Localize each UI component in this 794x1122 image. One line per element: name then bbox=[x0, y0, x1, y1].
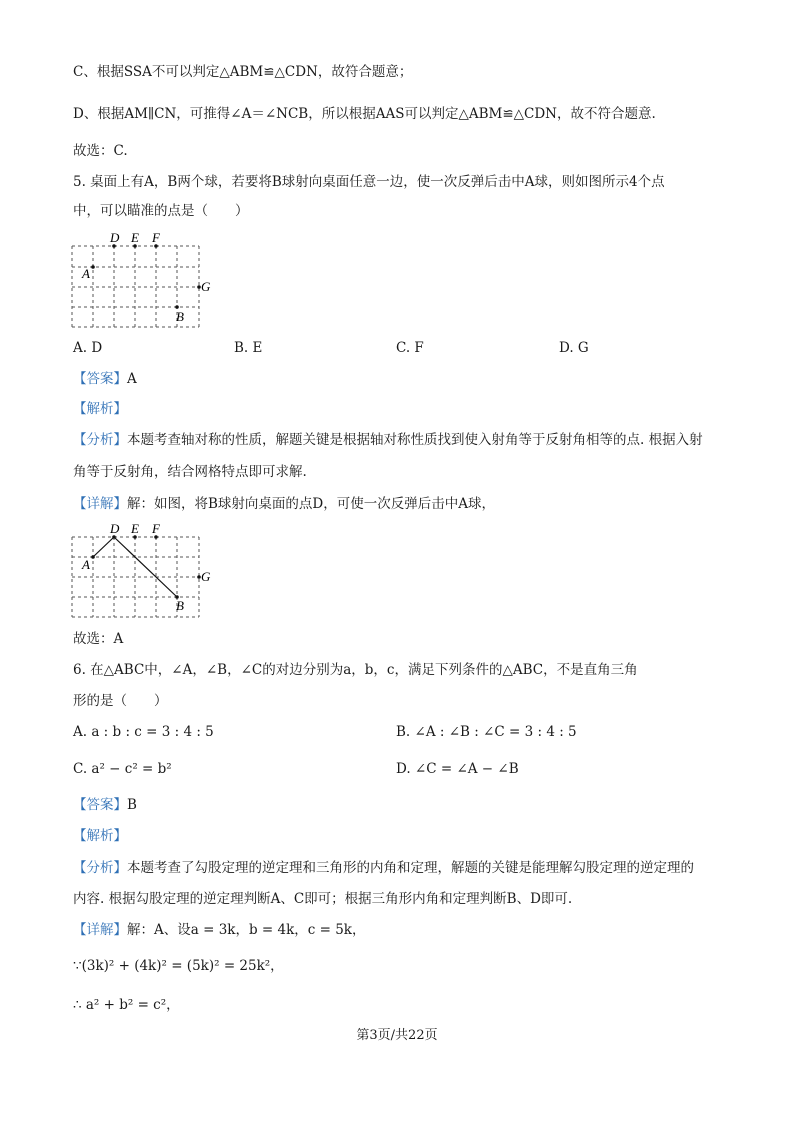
detail-line bbox=[73, 920, 366, 940]
option-a: A. D bbox=[73, 340, 103, 356]
grid-figure-2 bbox=[60, 518, 230, 622]
option-b: B. E bbox=[234, 340, 263, 356]
detail-tag: 【详解】 bbox=[73, 496, 127, 512]
detail-text: 解：如图，将B球射向桌面的点D，可使一次反弹后击中A球， bbox=[127, 496, 495, 512]
detail-text: 解：A、设a = 3k，b = 4k，c = 5k， bbox=[127, 922, 366, 938]
label-e: E bbox=[131, 521, 139, 536]
label-d: D bbox=[110, 521, 120, 536]
equation-line: ∵(3k)² + (4k)² = (5k)² = 25k²， bbox=[73, 958, 284, 974]
answer-value: A bbox=[127, 371, 137, 387]
fenxi-tag: 【分析】 bbox=[73, 860, 127, 876]
text-line: 故选：C. bbox=[73, 143, 128, 159]
question-5-text: 5. 桌面上有A，B两个球，若要将B球射向桌面任意一边，使一次反弹后击中A球，则如图所示4个点 bbox=[73, 174, 665, 190]
point-a bbox=[91, 265, 95, 269]
answer-value: B bbox=[127, 797, 137, 813]
q6-option-a: A. a : b : c = 3 : 4 : 5 bbox=[73, 724, 214, 740]
label-g: G bbox=[201, 569, 211, 584]
equation-line: ∴ a² + b² = c²， bbox=[73, 997, 180, 1013]
detail-line bbox=[73, 494, 495, 514]
q6-option-d: D. ∠C = ∠A − ∠B bbox=[396, 761, 519, 777]
q6-option-b: B. ∠A : ∠B : ∠C = 3 : 4 : 5 bbox=[396, 724, 577, 740]
label-b: B bbox=[176, 598, 184, 613]
text-line: C、根据SSA不可以判定△ABM≌△CDN，故符合题意； bbox=[73, 64, 413, 80]
fenxi-text: 本题考查轴对称的性质，解题关键是根据轴对称性质找到使入射角等于反射角相等的点. 根据入射 bbox=[127, 432, 703, 448]
answer-line bbox=[73, 795, 137, 815]
analysis-tag: 【解析】 bbox=[73, 401, 127, 417]
label-f: F bbox=[152, 230, 160, 245]
question-6-text: 形的是（ ） bbox=[73, 693, 168, 709]
detail-tag: 【详解】 bbox=[73, 922, 127, 938]
question-5-text: 中，可以瞄准的点是（ ） bbox=[73, 203, 249, 219]
text-line: 故选：A bbox=[73, 631, 124, 647]
label-d: D bbox=[110, 230, 120, 245]
path-a-d bbox=[93, 537, 114, 557]
analysis-line: 角等于反射角，结合网格特点即可求解. bbox=[73, 464, 307, 480]
label-a: A bbox=[82, 266, 90, 281]
fenxi-text: 本题考查了勾股定理的逆定理和三角形的内角和定理，解题的关键是能理解勾股定理的逆定理的 bbox=[127, 860, 694, 876]
analysis-line: 内容. 根据勾股定理的逆定理判断A、C即可；根据三角形内角和定理判断B、D即可. bbox=[73, 891, 573, 907]
point-a bbox=[91, 555, 95, 559]
analysis-tag: 【解析】 bbox=[73, 828, 127, 844]
label-e: E bbox=[131, 230, 139, 245]
fenxi-tag: 【分析】 bbox=[73, 432, 127, 448]
q6-option-c: C. a² − c² = b² bbox=[73, 761, 172, 777]
option-d: D. G bbox=[559, 340, 589, 356]
label-f: F bbox=[152, 521, 160, 536]
analysis-line bbox=[73, 858, 694, 878]
question-6-text: 6. 在△ABC中，∠A，∠B，∠C的对边分别为a，b，c，满足下列条件的△ABC，不是直角三角 bbox=[73, 662, 638, 678]
page-footer: 第3页/共22页 bbox=[356, 1028, 438, 1043]
answer-line bbox=[73, 369, 137, 389]
text-line: D、根据AM∥CN，可推得∠A＝∠NCB，所以根据AAS可以判定△ABM≌△CDN，故不符合题意. bbox=[73, 106, 656, 122]
answer-tag: 【答案】 bbox=[73, 371, 127, 387]
label-b: B bbox=[176, 309, 184, 324]
answer-tag: 【答案】 bbox=[73, 797, 127, 813]
analysis-line bbox=[73, 430, 703, 450]
label-a: A bbox=[82, 557, 90, 572]
option-c: C. F bbox=[396, 340, 424, 356]
grid-figure-1 bbox=[60, 226, 230, 332]
label-g: G bbox=[201, 279, 211, 294]
path-d-b bbox=[114, 537, 177, 597]
